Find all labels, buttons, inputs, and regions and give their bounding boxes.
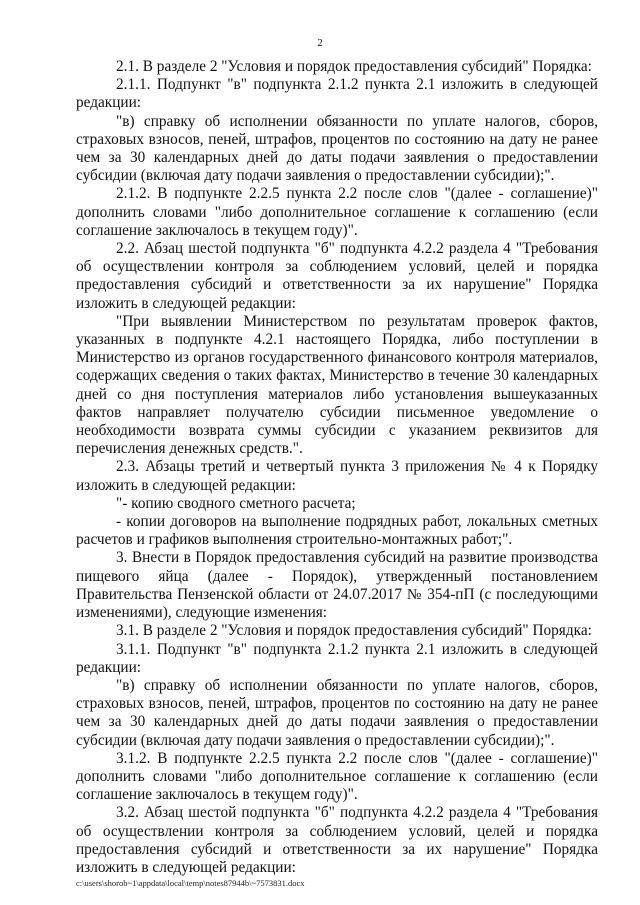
paragraph: "При выявлении Министерством по результатам проверок фактов, указанных в подпункте 4.2.1 настоящего Порядка, либо поступлении в Министерство из органов государственного финансового контроля материалов, содержащих сведения о таких фактах, Министерство в течение 30 календарных дней со дня поступления материалов либо установления вышеуказанных фактов направляет получателю субсидии письменное уведомление о необходимости возврата суммы субсидии с указанием реквизитов для перечисления денежных средств.".	[76, 312, 598, 458]
paragraph: 3. Внести в Порядок предоставления субсидий на развитие производства пищевого яйца (далее - Порядок), утвержденный постановлением Правительства Пензенской области от 24.07.2017 № 354-пП (с последующими изменениями), следующие изменения:	[76, 549, 598, 622]
paragraph: "в) справку об исполнении обязанности по уплате налогов, сборов, страховых взносов, пеней, штрафов, процентов по состоянию на дату не ранее чем за 30 календарных дней до даты подачи заявления о предоставлении субсидии (включая дату подачи заявления о предоставлении субсидии);".	[76, 112, 598, 185]
paragraph: 2.2. Абзац шестой подпункта "б" подпункта 4.2.2 раздела 4 "Требования об осуществлении контроля за соблюдением условий, целей и порядка предоставления субсидий и ответственности за их нарушение" Порядка изложить в следующей редакции:	[76, 240, 598, 312]
paragraph: 2.1.1. Подпункт "в" подпункта 2.1.2 пункта 2.1 изложить в следующей редакции:	[76, 76, 598, 112]
paragraph: 3.1. В разделе 2 "Условия и порядок предоставления субсидий" Порядка:	[116, 622, 592, 640]
paragraph: 2.1.2. В подпункте 2.2.5 пункта 2.2 после слов "(далее - соглашение)" дополнить словами "либо дополнительное соглашение к соглашению (если соглашение заключалось в текущем году)".	[76, 185, 598, 239]
page-number: 2	[317, 37, 323, 49]
paragraph: 2.1. В разделе 2 "Условия и порядок предоставления субсидий" Порядка:	[116, 58, 592, 75]
paragraph: 3.1.2. В подпункте 2.2.5 пункта 2.2 после слов "(далее - соглашение)" дополнить словами "либо дополнительное соглашение к соглашению (если соглашение заключалось в текущем году)".	[76, 749, 598, 804]
footer-file-path: c:\users\shorob~1\appdata\local\temp\notes87944b\~7573831.docx	[76, 878, 305, 888]
document-body	[76, 58, 598, 877]
paragraph: 2.3. Абзацы третий и четвертый пункта 3 приложения № 4 к Порядку изложить в следующей редакции:	[76, 458, 598, 494]
paragraph: - копии договоров на выполнение подрядных работ, локальных сметных расчетов и графиков выполнения строительно-монтажных работ;".	[76, 513, 598, 549]
paragraph: 3.1.1. Подпункт "в" подпункта 2.1.2 пункта 2.1 изложить в следующей редакции:	[76, 640, 598, 676]
paragraph: "в) справку об исполнении обязанности по уплате налогов, сборов, страховых взносов, пеней, штрафов, процентов по состоянию на дату не ранее чем за 30 календарных дней до даты подачи заявления о предоставлении субсидии (включая дату подачи заявления о предоставлении субсидии);".	[76, 676, 598, 749]
paragraph: "- копию сводного сметного расчета;	[116, 494, 356, 512]
paragraph: 3.2. Абзац шестой подпункта "б" подпункта 4.2.2 раздела 4 "Требования об осуществлении контроля за соблюдением условий, целей и порядка предоставления субсидий и ответственности за их нарушение" Порядка изложить в следующей редакции:	[76, 804, 598, 876]
